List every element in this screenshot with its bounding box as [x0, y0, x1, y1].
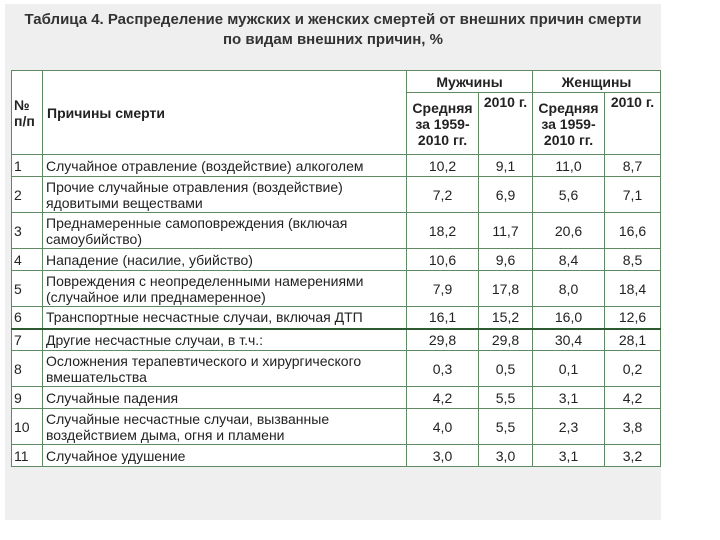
row-men-average: 16,1 [407, 307, 479, 329]
header-women-2010: 2010 г. [605, 93, 661, 155]
title-line-2: по видам внешних причин, % [223, 31, 443, 48]
table-row [12, 155, 661, 177]
row-women-average: 16,0 [533, 307, 605, 329]
row-men-2010: 5,5 [479, 409, 533, 445]
row-men-2010: 5,5 [479, 387, 533, 409]
row-women-average: 8,0 [533, 271, 605, 307]
row-men-2010: 15,2 [479, 307, 533, 329]
row-cause: Нападение (насилие, убийство) [43, 249, 407, 271]
table-body [12, 155, 661, 467]
row-women-average: 2,3 [533, 409, 605, 445]
table-row [12, 329, 661, 351]
row-men-average: 10,6 [407, 249, 479, 271]
row-women-average: 5,6 [533, 177, 605, 213]
row-women-2010: 0,2 [605, 351, 661, 387]
row-women-average: 8,4 [533, 249, 605, 271]
row-women-average: 3,1 [533, 387, 605, 409]
table-row [12, 445, 661, 467]
row-men-2010: 6,9 [479, 177, 533, 213]
header-number: № п/п [12, 71, 43, 155]
row-women-average: 3,1 [533, 445, 605, 467]
table-row [12, 177, 661, 213]
header-men-average: Средняя за 1959-2010 гг. [407, 93, 479, 155]
row-cause: Осложнения терапевтического и хирургического вмешательства [43, 351, 407, 387]
row-cause: Случайное отравление (воздействие) алкоголем [43, 155, 407, 177]
header-men-2010: 2010 г. [479, 93, 533, 155]
row-number: 1 [12, 155, 43, 177]
table-row [12, 271, 661, 307]
row-men-2010: 29,8 [479, 329, 533, 351]
table-row [12, 249, 661, 271]
row-number: 8 [12, 351, 43, 387]
row-cause: Случайные падения [43, 387, 407, 409]
row-men-2010: 9,6 [479, 249, 533, 271]
row-number: 10 [12, 409, 43, 445]
row-women-2010: 18,4 [605, 271, 661, 307]
row-men-average: 7,2 [407, 177, 479, 213]
header-cause: Причины смерти [43, 71, 407, 155]
header-women-average: Средняя за 1959-2010 гг. [533, 93, 605, 155]
row-men-average: 0,3 [407, 351, 479, 387]
row-men-average: 3,0 [407, 445, 479, 467]
row-men-2010: 3,0 [479, 445, 533, 467]
title-line-1: Таблица 4. Распределение мужских и женских смертей от внешних причин смерти [24, 11, 642, 28]
row-women-2010: 8,5 [605, 249, 661, 271]
row-men-2010: 9,1 [479, 155, 533, 177]
row-number: 9 [12, 387, 43, 409]
row-number: 2 [12, 177, 43, 213]
row-men-average: 7,9 [407, 271, 479, 307]
row-women-2010: 7,1 [605, 177, 661, 213]
row-women-2010: 3,8 [605, 409, 661, 445]
row-men-average: 29,8 [407, 329, 479, 351]
table-title [5, 10, 661, 50]
header-women: Женщины [533, 71, 661, 93]
table-row [12, 213, 661, 249]
row-women-2010: 12,6 [605, 307, 661, 329]
row-cause: Другие несчастные случаи, в т.ч.: [43, 329, 407, 351]
table-row [12, 307, 661, 329]
mortality-table [11, 70, 661, 467]
row-number: 6 [12, 307, 43, 329]
row-women-2010: 8,7 [605, 155, 661, 177]
row-men-2010: 11,7 [479, 213, 533, 249]
table-row [12, 387, 661, 409]
row-cause: Случайное удушение [43, 445, 407, 467]
row-women-2010: 16,6 [605, 213, 661, 249]
row-number: 11 [12, 445, 43, 467]
row-men-2010: 17,8 [479, 271, 533, 307]
row-men-average: 18,2 [407, 213, 479, 249]
row-number: 5 [12, 271, 43, 307]
row-cause: Случайные несчастные случаи, вызванные воздействием дыма, огня и пламени [43, 409, 407, 445]
row-women-average: 11,0 [533, 155, 605, 177]
row-women-2010: 28,1 [605, 329, 661, 351]
row-men-average: 10,2 [407, 155, 479, 177]
row-women-average: 30,4 [533, 329, 605, 351]
row-men-average: 4,2 [407, 387, 479, 409]
row-cause: Преднамеренные самоповреждения (включая самоубийство) [43, 213, 407, 249]
table-row [12, 351, 661, 387]
header-men: Мужчины [407, 71, 533, 93]
row-cause: Повреждения с неопределенными намерениями (случайное или преднамеренное) [43, 271, 407, 307]
table-panel [5, 4, 661, 520]
row-women-average: 20,6 [533, 213, 605, 249]
row-number: 7 [12, 329, 43, 351]
row-men-2010: 0,5 [479, 351, 533, 387]
row-men-average: 4,0 [407, 409, 479, 445]
row-number: 3 [12, 213, 43, 249]
row-women-2010: 3,2 [605, 445, 661, 467]
table-row [12, 409, 661, 445]
row-cause: Транспортные несчастные случаи, включая ДТП [43, 307, 407, 329]
row-number: 4 [12, 249, 43, 271]
row-women-2010: 4,2 [605, 387, 661, 409]
row-cause: Прочие случайные отравления (воздействие) ядовитыми веществами [43, 177, 407, 213]
row-women-average: 0,1 [533, 351, 605, 387]
